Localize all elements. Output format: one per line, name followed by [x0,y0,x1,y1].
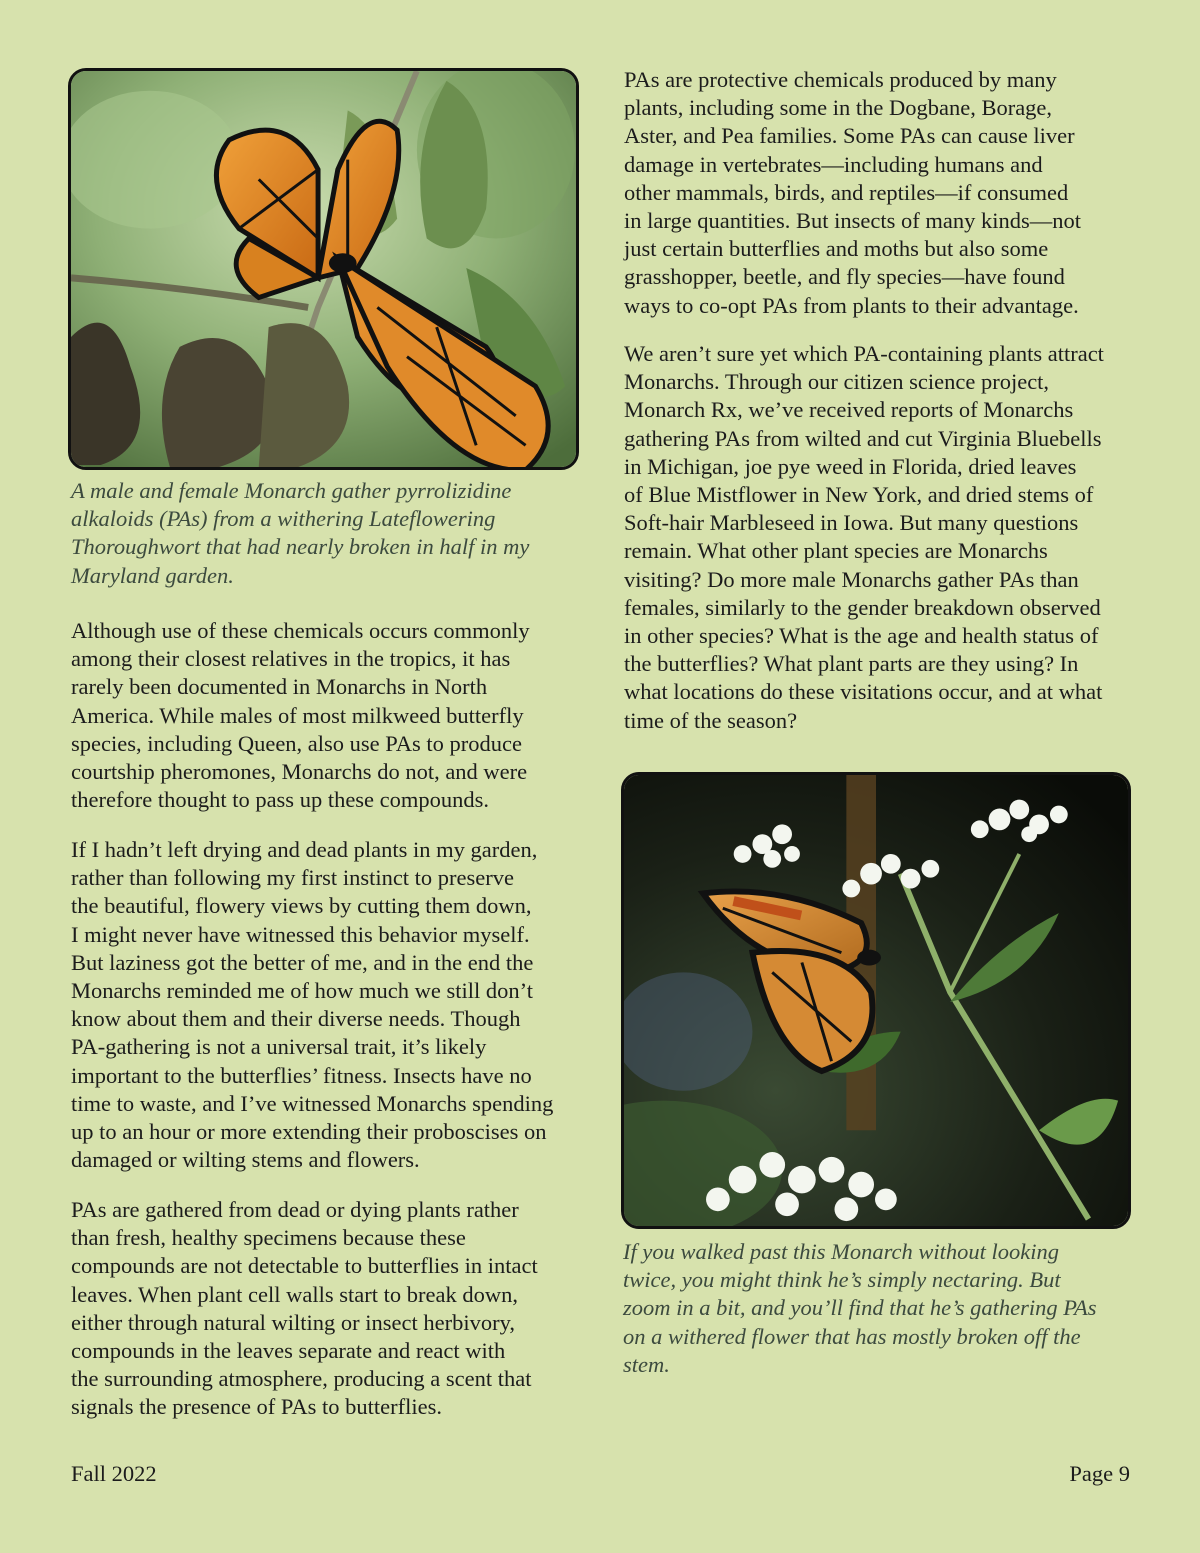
text-line: of Blue Mistflower in New York, and dried stems of [624,482,1094,508]
text-line: Monarchs reminded me of how much we still don’t [71,978,533,1004]
paragraph-citizen-science [624,340,1144,735]
caption-line: Maryland garden. [71,562,234,588]
text-line: the butterflies? What plant parts are they using? In [624,651,1079,677]
text-line: visiting? Do more male Monarchs gather PAs than [624,566,1079,592]
text-line: in large quantities. But insects of many kinds—not [624,208,1082,234]
text-line: rarely been documented in Monarchs in North [71,674,488,700]
text-line: America. While males of most milkweed butterfly [71,702,524,728]
photo-caption-1 [71,477,591,590]
text-line: other mammals, birds, and reptiles—if consumed [624,179,1069,205]
text-line: Although use of these chemicals occurs commonly [71,618,530,643]
text-line: rather than following my first instinct to preserve [71,865,515,891]
text-line: grasshopper, beetle, and fly species—have found [624,264,1065,290]
photo-monarchs-on-thoroughwort [68,68,579,470]
paragraph-protective-chemicals [624,66,1144,320]
text-line: in Michigan, joe pye weed in Florida, dried leaves [624,453,1077,479]
paragraph-tropics [71,617,591,814]
text-line: species, including Queen, also use PAs to produce [71,730,522,756]
text-line: in other species? What is the age and health status of [624,623,1099,649]
text-line: among their closest relatives in the tropics, it has [71,646,511,672]
caption-line: zoom in a bit, and you’ll find that he’s gathering PAs [623,1295,1097,1321]
caption-line: on a withered flower that has mostly broken off the [623,1323,1081,1349]
text-line: But laziness got the better of me, and in the end the [71,949,534,975]
paragraph-dead-plants [71,1196,591,1422]
text-line: the beautiful, flowery views by cutting them down, [71,893,532,919]
text-line: signals the presence of PAs to butterflies. [71,1394,442,1420]
text-line: damage in vertebrates—including humans and [624,151,1043,177]
text-line: If I hadn’t left drying and dead plants in my garden, [71,837,538,862]
text-line: PAs are protective chemicals produced by many [624,67,1057,92]
text-line: courtship pheromones, Monarchs do not, and were [71,759,528,785]
text-line: what locations do these visitations occur, and at what [624,679,1103,705]
text-line: time to waste, and I’ve witnessed Monarchs spending [71,1090,554,1116]
text-line: plants, including some in the Dogbane, Borage, [624,95,1053,121]
text-line: leaves. When plant cell walls start to break down, [71,1281,518,1307]
text-line: up to an hour or more extending their proboscises on [71,1119,547,1145]
text-line: either through natural wilting or insect herbivory, [71,1309,516,1335]
text-line: important to the butterflies’ fitness. Insects have no [71,1062,532,1088]
text-line: Monarch Rx, we’ve received reports of Monarchs [624,397,1074,423]
caption-line: Thoroughwort that had nearly broken in half in my [71,534,530,560]
text-line: therefore thought to pass up these compounds. [71,787,490,813]
text-line: the surrounding atmosphere, producing a scent that [71,1366,532,1392]
text-line: Soft-hair Marbleseed in Iowa. But many questions [624,510,1079,536]
text-line: females, similarly to the gender breakdown observed [624,594,1101,620]
text-line: remain. What other plant species are Monarchs [624,538,1048,564]
caption-line: If you walked past this Monarch without looking [623,1239,1060,1264]
caption-line: A male and female Monarch gather pyrrolizidine [71,478,512,503]
photo-caption-2 [623,1238,1143,1379]
photo-monarch-on-flower [621,772,1131,1229]
caption-line: alkaloids (PAs) from a withering Lateflowering [71,506,496,532]
text-line: PA-gathering is not a universal trait, it’s likely [71,1034,487,1060]
issue-date: Fall 2022 [71,1461,157,1486]
text-line: Aster, and Pea families. Some PAs can cause liver [624,123,1075,149]
text-line: damaged or wilting stems and flowers. [71,1147,420,1173]
caption-line: twice, you might think he’s simply nectaring. But [623,1267,1061,1293]
paragraph-garden [71,836,591,1174]
text-line: PAs are gathered from dead or dying plants rather [71,1197,519,1222]
caption-line: stem. [623,1351,670,1377]
text-line: know about them and their diverse needs. Though [71,1006,521,1032]
page-number: Page 9 [1069,1461,1130,1486]
text-line: ways to co-opt PAs from plants to their advantage. [624,292,1079,318]
text-line: just certain butterflies and moths but also some [624,236,1049,262]
text-line: I might never have witnessed this behavior myself. [71,921,530,947]
text-line: compounds are not detectable to butterflies in intact [71,1253,538,1279]
text-line: time of the season? [624,707,798,733]
text-line: gathering PAs from wilted and cut Virginia Bluebells [624,425,1102,451]
text-line: compounds in the leaves separate and react with [71,1338,506,1364]
text-line: Monarchs. Through our citizen science project, [624,369,1050,395]
text-line: We aren’t sure yet which PA-containing plants attract [624,341,1104,366]
text-line: than fresh, healthy specimens because these [71,1225,466,1251]
